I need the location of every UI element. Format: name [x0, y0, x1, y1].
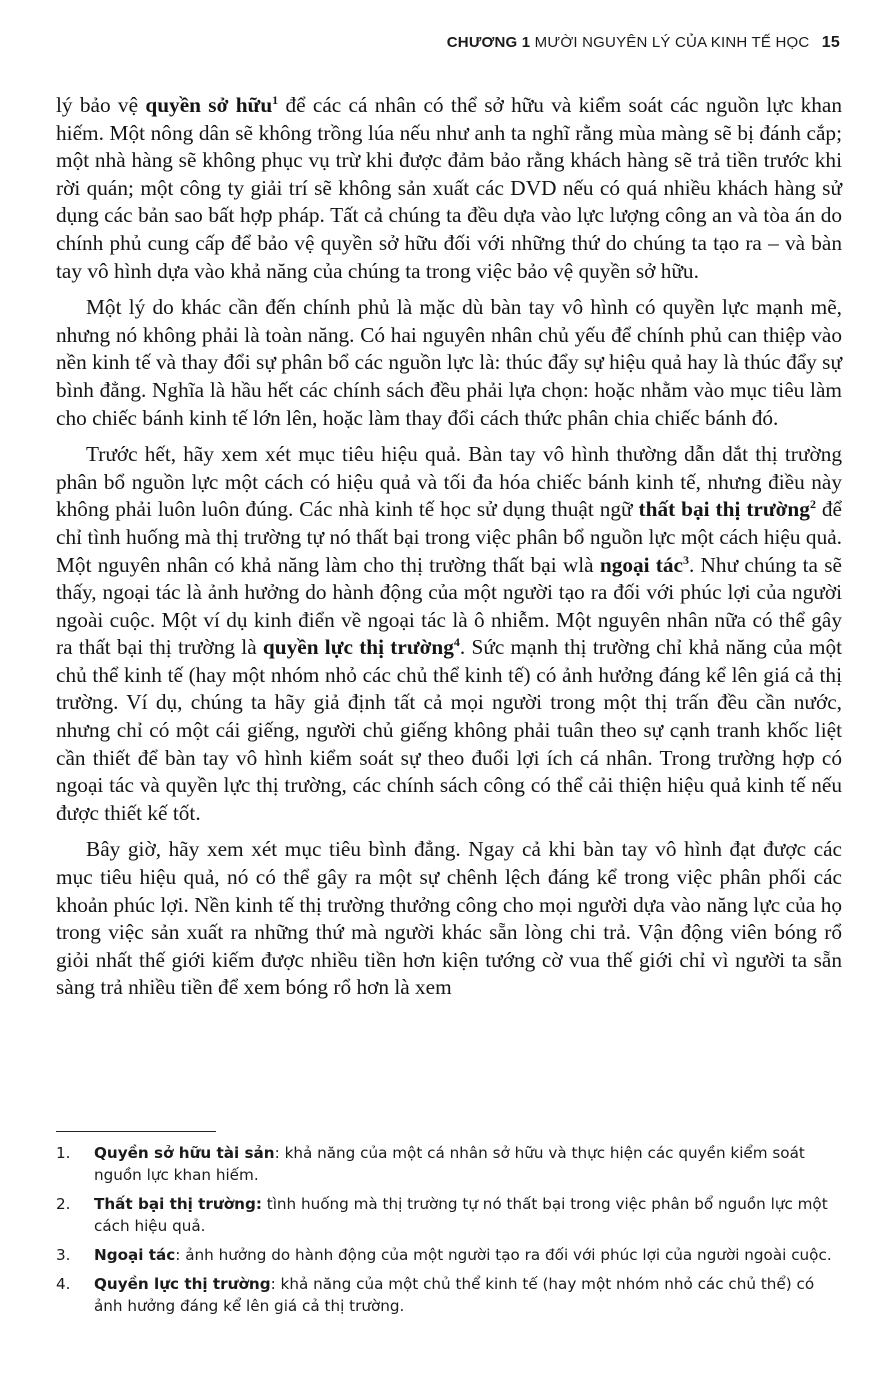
footnote-ref: 2 — [809, 497, 816, 512]
footnote-text: : khả năng của một cá nhân sở hữu và thực hiện các quyền kiểm soát nguồn lực khan hiếm. — [94, 1144, 805, 1184]
footnote-number: 3. — [56, 1246, 71, 1264]
text-run: để chỉ tình huống mà thị trường tự nó thất bại trong việc phân bổ nguồn lực một cách hiệu quả. Một nguyên nhân có khả năng làm cho thị trường thất bại wlà — [56, 497, 842, 577]
text-run: Bây giờ, hãy xem xét mục tiêu bình đẳng. Ngay cả khi bàn tay vô hình đạt được các mục tiêu hiệu quả, nó có thể gây ra một sự chênh lệch đáng kể trong việc phân phối các khoản phúc lợi. Nền kinh tế thị trường thưởng công cho mọi người dựa vào năng lực của họ trong việc sản xuất ra những thứ mà người khác sẵn lòng chi trả. Vận động viên bóng rổ giỏi nhất thế giới kiếm được nhiều tiền hơn kiện tướng cờ vua thế giới chỉ vì người ta sẵn sàng trả nhiều tiền để xem bóng rổ hơn là xem — [56, 837, 842, 1000]
footnote-divider — [56, 1131, 216, 1132]
footnote-ref: 4 — [453, 635, 460, 650]
footnote-number: 1. — [56, 1144, 71, 1162]
body-paragraph — [56, 92, 842, 285]
footnote-body — [94, 1273, 842, 1317]
footnote-number: 4. — [56, 1275, 71, 1293]
running-header — [447, 34, 840, 52]
text-run: Một lý do khác cần đến chính phủ là mặc dù bàn tay vô hình có quyền lực mạnh mẽ, nhưng nó không phải là toàn năng. Có hai nguyên nhân chủ yếu để chính phủ can thiệp vào nền kinh tế và thay đổi sự phân bổ các nguồn lực là: thúc đẩy sự hiệu quả hay là thúc đẩy sự bình đẳng. Nghĩa là hầu hết các chính sách đều phải lựa chọn: hoặc nhằm vào mục tiêu làm cho chiếc bánh kinh tế lớn lên, hoặc làm thay đổi cách thức phân chia chiếc bánh đó. — [56, 295, 842, 430]
key-term: ngoại tác — [599, 552, 683, 577]
text-run: Trước hết, hãy xem xét mục tiêu hiệu quả. Bàn tay vô hình thường dẫn dắt thị trường phân bổ nguồn lực một cách có hiệu quả và tối đa hóa chiếc bánh kinh tế, nhưng điều này không phải luôn luôn đúng. Các nhà kinh tế học sử dụng thuật ngữ — [56, 442, 842, 522]
footnote-ref: 3 — [683, 552, 689, 567]
key-term: quyền lực thị trường — [262, 635, 454, 660]
footnote-text: : khả năng của một chủ thể kinh tế (hay một nhóm nhỏ các chủ thể) có ảnh hưởng đáng kể lên giá cả thị trường. — [94, 1275, 815, 1315]
footnotes — [56, 1142, 842, 1324]
text-run: lý bảo vệ — [56, 93, 146, 117]
text-run: để các cá nhân có thể sở hữu và kiểm soát các nguồn lực khan hiếm. Một nông dân sẽ không trồng lúa nếu như anh ta nghĩ rằng mùa màng sẽ bị đánh cắp; một nhà hàng sẽ không phục vụ trừ khi được đảm bảo rằng khách hàng sẽ trả tiền trước khi rời quán; một công ty giải trí sẽ không sản xuất các DVD nếu có quá nhiều khách hàng sử dụng các bản sao bất hợp pháp. Tất cả chúng ta đều dựa vào lực lượng công an và tòa án do chính phủ cung cấp để bảo vệ quyền sở hữu đối với những thứ do chúng ta tạo ra – và bàn tay vô hình dựa vào khả năng của chúng ta trong việc bảo vệ quyền sở hữu. — [56, 93, 842, 283]
footnote-term: Quyền sở hữu tài sản — [94, 1144, 275, 1162]
footnote-body — [94, 1193, 842, 1237]
body-text — [56, 92, 842, 1011]
footnote — [56, 1244, 842, 1266]
footnote-term: Quyền lực thị trường — [94, 1275, 271, 1293]
footnote-text: : ảnh hưởng do hành động của một người tạo ra đối với phúc lợi của người ngoài cuộc. — [175, 1246, 832, 1264]
footnote — [56, 1142, 842, 1186]
footnote — [56, 1273, 842, 1317]
page-number: 15 — [821, 34, 840, 51]
chapter-label: CHƯƠNG 1 — [446, 34, 531, 51]
footnote-number: 2. — [56, 1195, 71, 1213]
text-run: . Như chúng ta sẽ thấy, ngoại tác là ảnh hưởng do hành động của một người tạo ra đối với phúc lợi của người ngoài cuộc. Một ví dụ kinh điển về ngoại tác là ô nhiễm. Một nguyên nhân nữa có thể gây ra thất bại thị trường là — [56, 552, 842, 660]
key-term: thất bại thị trường — [638, 497, 810, 522]
body-paragraph — [56, 441, 842, 827]
footnote-ref: 1 — [272, 92, 279, 107]
footnote-body — [94, 1142, 842, 1186]
body-paragraph — [56, 294, 842, 432]
key-term: quyền sở hữu — [145, 93, 273, 117]
text-run: . Sức mạnh thị trường chỉ khả năng của một chủ thể kinh tế (hay một nhóm nhỏ các chủ thể kinh tế) có ảnh hưởng đáng kể lên giá cả thị trường. Ví dụ, chúng ta hãy giả định tất cả mọi người trong một thị trấn đều cần nước, nhưng chỉ có một cái giếng, người chủ giếng không phải tuân theo sự cạnh tranh khốc liệt cần thiết để bàn tay vô hình kiểm soát sự theo đuổi lợi ích cá nhân. Trong trường hợp có ngoại tác và quyền lực thị trường, các chính sách công có thể cải thiện hiệu quả kinh tế nếu được thiết kế tốt. — [56, 635, 843, 825]
footnote — [56, 1193, 842, 1237]
chapter-title: MƯỜI NGUYÊN LÝ CỦA KINH TẾ HỌC — [534, 34, 810, 51]
footnote-term: Ngoại tác — [94, 1246, 176, 1264]
footnote-term: Thất bại thị trường: — [94, 1195, 262, 1213]
footnote-text: tình huống mà thị trường tự nó thất bại trong việc phân bổ nguồn lực một cách hiệu quả. — [94, 1195, 828, 1235]
body-paragraph — [56, 836, 842, 1002]
footnote-body — [94, 1244, 842, 1266]
